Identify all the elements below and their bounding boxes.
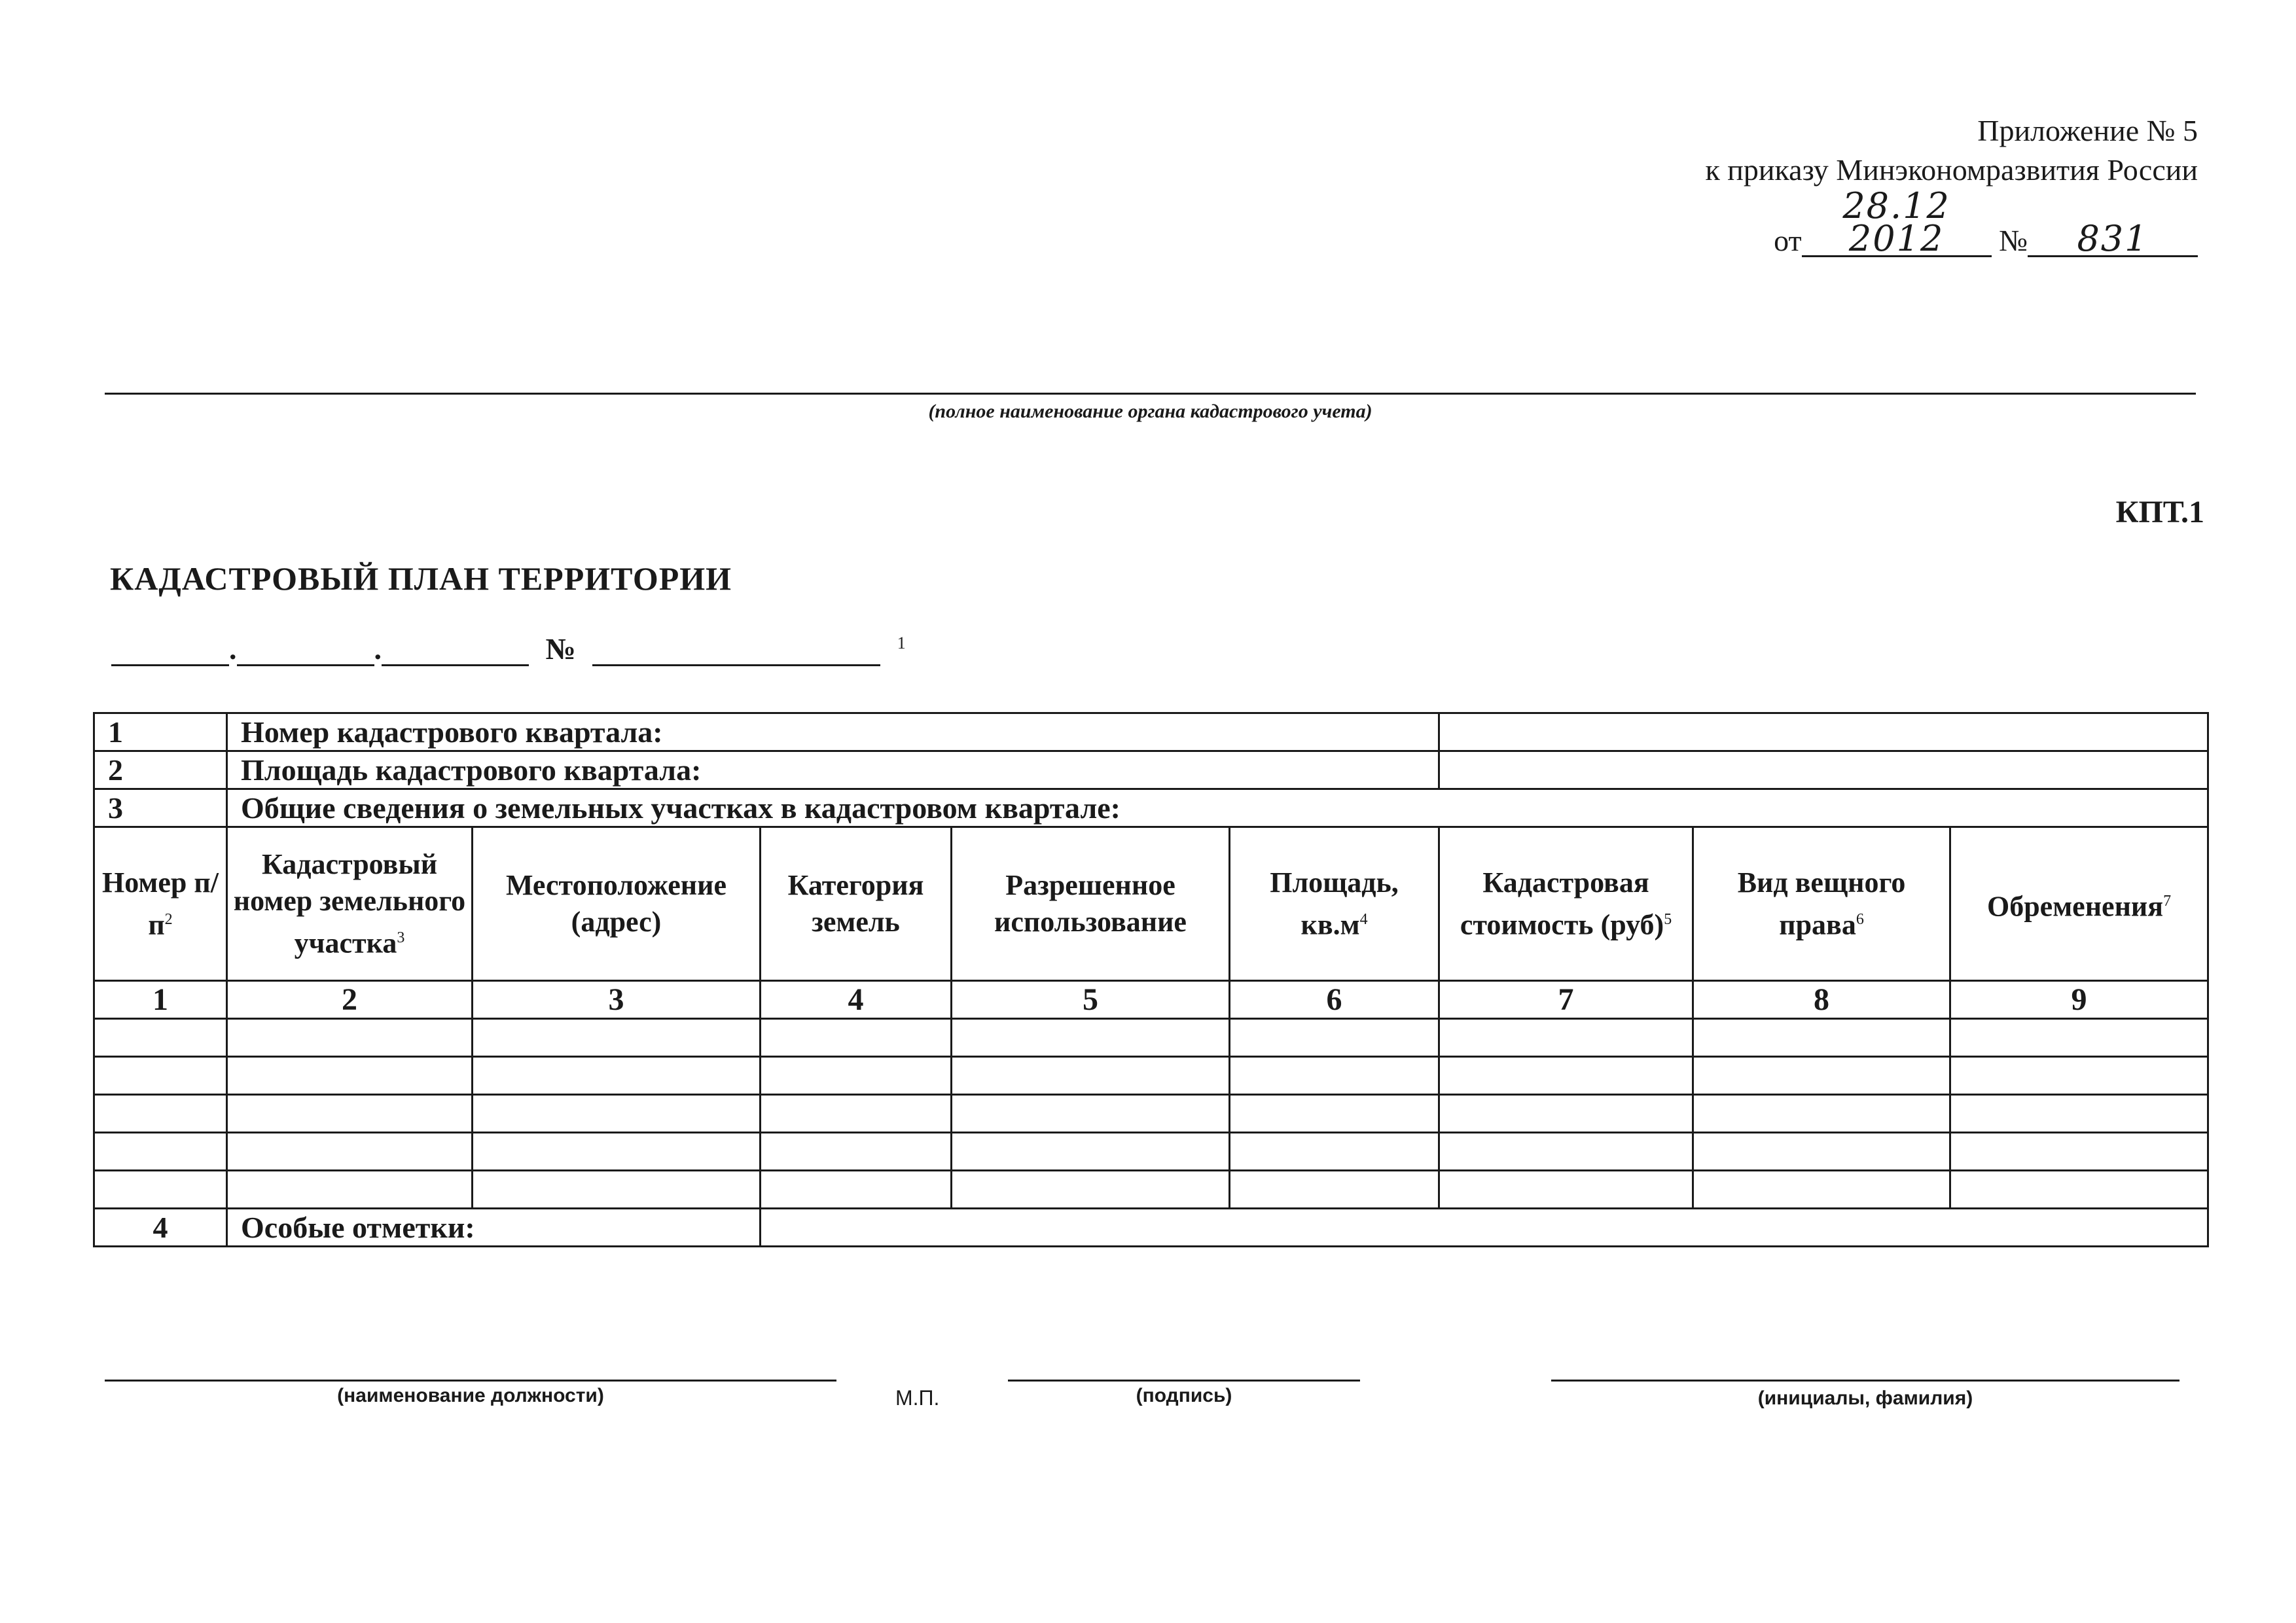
table-cell[interactable] [227,1019,473,1057]
date-day-blank [111,638,229,666]
table-cell[interactable] [952,1133,1230,1171]
appendix-block [1543,111,2198,260]
date-separator: . [374,632,382,666]
table-row [94,1171,2208,1209]
table-cell[interactable] [1950,1171,2208,1209]
table-cell[interactable] [1230,1057,1439,1095]
table-cell[interactable] [94,1057,227,1095]
table-header-row [94,827,2208,981]
table-cell[interactable] [94,1133,227,1171]
page-title: КАДАСТРОВЫЙ ПЛАН ТЕРРИТОРИИ [110,560,732,597]
table-cell[interactable] [227,1133,473,1171]
table-cell[interactable] [761,1133,952,1171]
table-cell[interactable] [473,1095,761,1133]
table-cell[interactable] [1950,1057,2208,1095]
table-cell[interactable] [952,1019,1230,1057]
table-row-quarter-area [94,751,2208,789]
table-row-quarter-number [94,713,2208,751]
authority-line [105,393,2196,395]
table-cell[interactable] [473,1019,761,1057]
column-number: 2 [227,981,473,1019]
row-number: 3 [94,789,227,827]
header-cell: Обременения$^7$ [1950,827,2208,981]
column-number: 7 [1439,981,1693,1019]
position-caption: (наименование должности) [337,1385,604,1406]
column-number: 3 [473,981,761,1019]
appendix-title: Приложение № 5 [1977,114,2198,147]
table-cell[interactable] [1439,1133,1693,1171]
row-label: Общие сведения о земельных участках в кадастровом квартале: [227,789,2208,827]
table-cell[interactable] [1439,1019,1693,1057]
row-number: 2 [94,751,227,789]
row-number: 1 [94,713,227,751]
table-cell[interactable] [1439,1171,1693,1209]
table-cell[interactable] [1950,1133,2208,1171]
date-year-blank [382,638,529,666]
signature-caption: (подпись) [1136,1385,1232,1406]
table-cell[interactable] [1230,1095,1439,1133]
table-row [94,1019,2208,1057]
header-cell: Категория земель [761,827,952,981]
name-line [1551,1380,2179,1382]
document-number-line [111,632,906,666]
special-notes-value[interactable] [761,1209,2208,1247]
column-number-row [94,981,2208,1019]
table-cell[interactable] [1693,1171,1950,1209]
appendix-date-line [1543,185,2198,260]
table-cell[interactable] [761,1171,952,1209]
date-prefix: от [1774,224,1802,257]
table-cell[interactable] [1230,1171,1439,1209]
footnote-marker: 1 [897,633,906,652]
date-separator: . [229,632,237,666]
handwritten-number: 831 [2028,223,2198,257]
signature-line [1008,1380,1360,1382]
table-cell[interactable] [1230,1133,1439,1171]
column-number: 1 [94,981,227,1019]
table-cell[interactable] [473,1133,761,1171]
table-cell[interactable] [952,1171,1230,1209]
number-prefix: № [1999,224,2028,257]
column-number: 8 [1693,981,1950,1019]
header-cell: Кадастровый номер земельного участка$^3$ [227,827,473,981]
form-code: КПТ.1 [2115,495,2204,529]
table-cell[interactable] [94,1171,227,1209]
table-row [94,1133,2208,1171]
table-cell[interactable] [1950,1019,2208,1057]
table-cell[interactable] [94,1095,227,1133]
table-cell[interactable] [473,1171,761,1209]
header-cell: Площадь, $кв.м^4$ [1230,827,1439,981]
table-cell[interactable] [761,1057,952,1095]
name-caption: (инициалы, фамилия) [1757,1387,1973,1409]
appendix-order: к приказу Минэкономразвития России [1705,153,2198,187]
table-cell[interactable] [952,1095,1230,1133]
table-cell[interactable] [1439,1095,1693,1133]
cadastral-table [93,712,2209,1247]
column-number: 9 [1950,981,2208,1019]
row-label: Особые отметки: [227,1209,761,1247]
table-row-special-notes [94,1209,2208,1247]
row-number: 4 [94,1209,227,1247]
table-cell[interactable] [761,1095,952,1133]
table-cell[interactable] [1693,1095,1950,1133]
quarter-area-value[interactable] [1439,751,2208,789]
header-cell: Вид вещного права$^6$ [1693,827,1950,981]
table-cell[interactable] [227,1057,473,1095]
table-cell[interactable] [1950,1095,2208,1133]
table-row [94,1057,2208,1095]
table-cell[interactable] [1439,1057,1693,1095]
header-cell: Кадастровая стоимость (руб)$^5$ [1439,827,1693,981]
header-cell: Номер $п/п^2$ [94,827,227,981]
row-label: Площадь кадастрового квартала: [227,751,1439,789]
position-line [105,1380,836,1382]
table-cell[interactable] [473,1057,761,1095]
table-cell[interactable] [952,1057,1230,1095]
table-cell[interactable] [1693,1133,1950,1171]
table-cell[interactable] [227,1171,473,1209]
table-row-general-info [94,789,2208,827]
table-cell[interactable] [761,1019,952,1057]
handwritten-date: 28.12 2012 [1802,190,1992,257]
header-cell: Местоположение (адрес) [473,827,761,981]
table-row [94,1095,2208,1133]
table-cell[interactable] [1693,1019,1950,1057]
date-month-blank [237,638,374,666]
document-number-blank [592,638,880,666]
authority-caption: (полное наименование органа кадастрового учета) [928,401,1372,422]
column-number: 4 [761,981,952,1019]
header-cell: Разрешенное использование [952,827,1230,981]
row-label: Номер кадастрового квартала: [227,713,1439,751]
quarter-number-value[interactable] [1439,713,2208,751]
column-number: 6 [1230,981,1439,1019]
number-sign: № [545,632,576,666]
column-number: 5 [952,981,1230,1019]
table-cell[interactable] [1693,1057,1950,1095]
table-cell[interactable] [1230,1019,1439,1057]
table-cell[interactable] [94,1019,227,1057]
table-cell[interactable] [227,1095,473,1133]
stamp-place: М.П. [895,1386,940,1410]
